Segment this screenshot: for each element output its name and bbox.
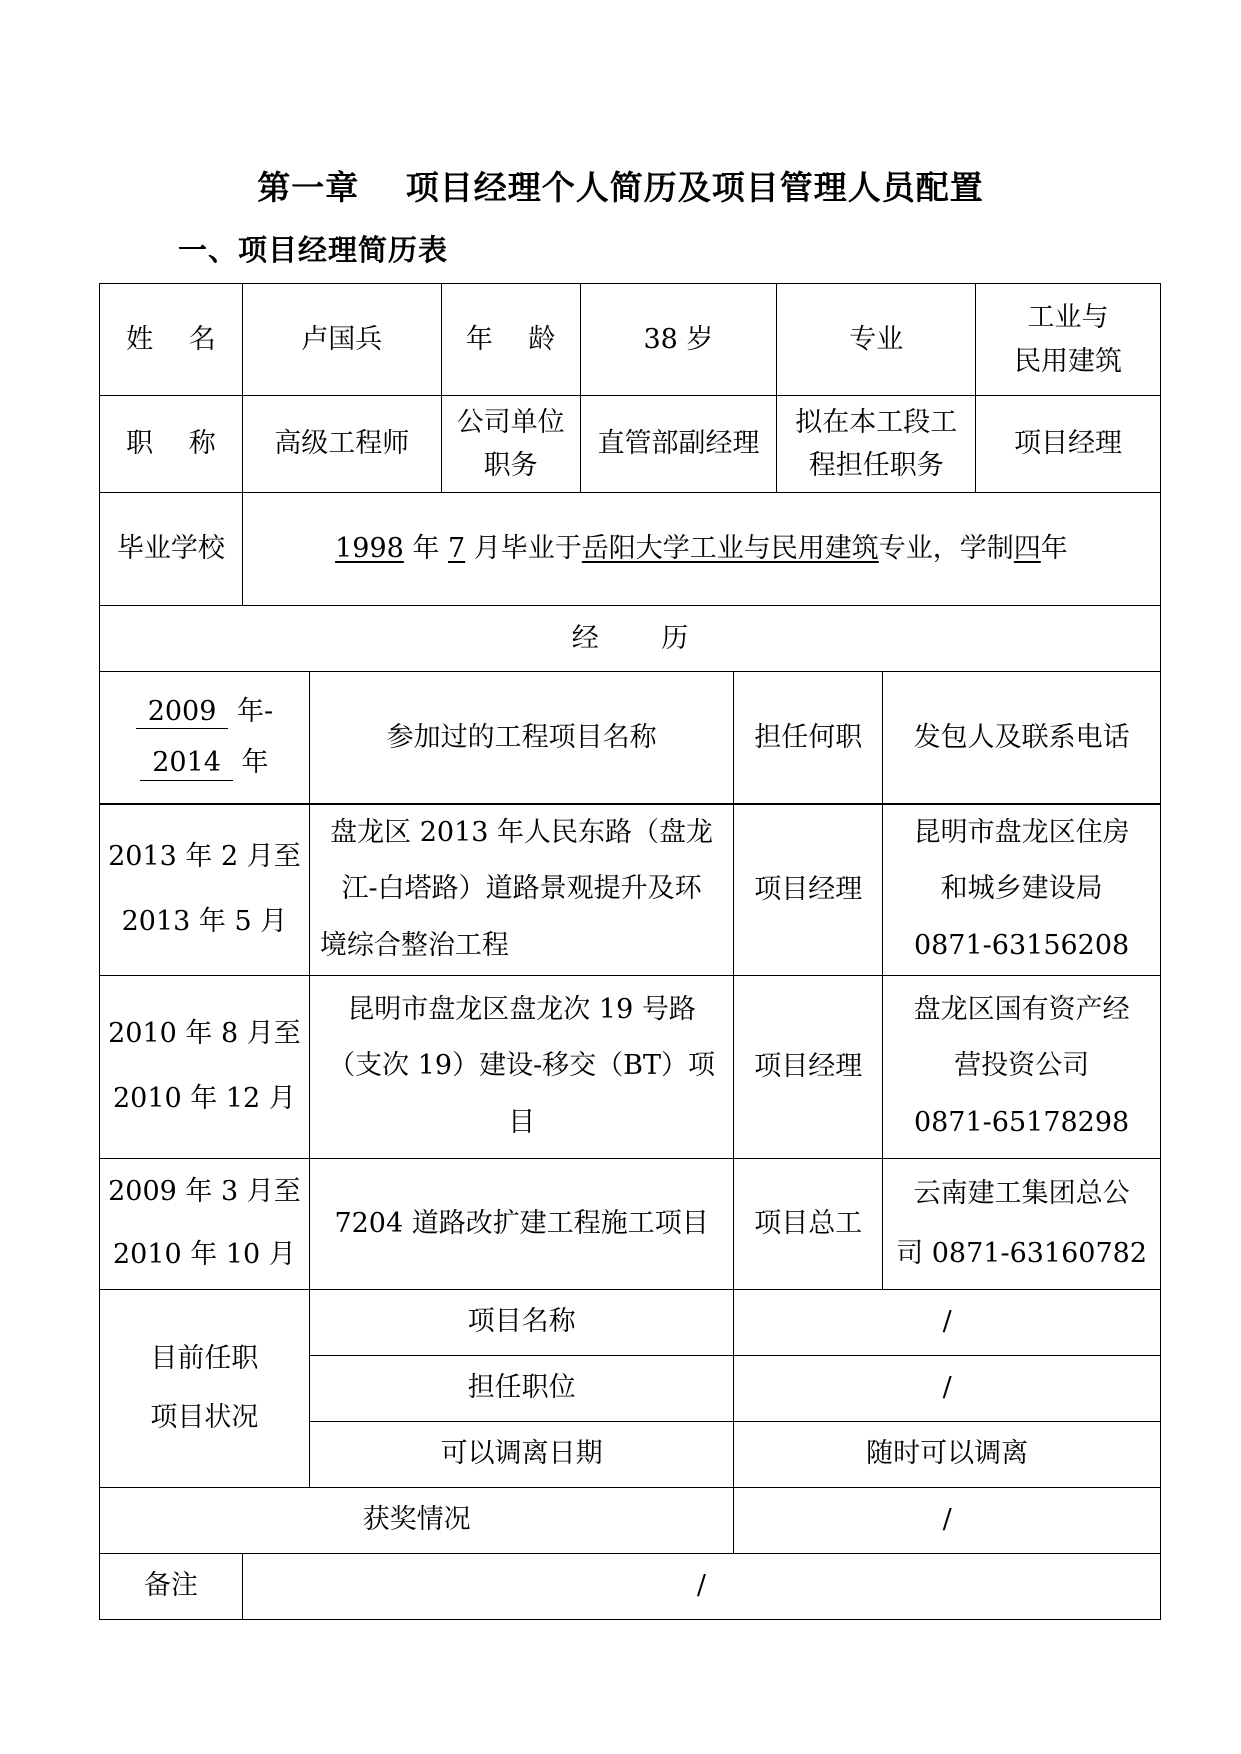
company-post-label [441, 396, 580, 493]
experience-date [100, 804, 310, 976]
current-status-label-line-2: 项目状况 [150, 1402, 259, 1434]
education-label: 毕业学校 [100, 493, 243, 606]
remarks-row [100, 1553, 1161, 1619]
experience-date [100, 975, 310, 1158]
period-from [104, 686, 305, 737]
month-suffix: 月毕业于 [465, 533, 582, 565]
education-value [242, 493, 1160, 606]
proposed-post-value: 项目经理 [976, 396, 1161, 493]
company-post-value: 直管部副经理 [580, 396, 777, 493]
age-value: 38 岁 [580, 284, 777, 396]
contact-line-3: 0871-63156208 [913, 929, 1130, 961]
project-line-3: 目 [508, 1106, 536, 1138]
project-line-3: 境综合整治工程 [319, 929, 509, 961]
basic-row-2 [100, 396, 1161, 493]
school-major: 岳阳大学工业与民用建筑 [581, 533, 879, 565]
experience-project [309, 975, 734, 1158]
major-label: 专业 [777, 284, 976, 396]
transfer-date-value: 随时可以调离 [734, 1421, 1161, 1487]
company-post-label-line-1: 公司单位 [456, 406, 565, 438]
current-project-name-row [100, 1289, 1161, 1355]
col-role-header: 担任何职 [734, 672, 883, 804]
experience-role: 项目总工 [734, 1158, 883, 1289]
experience-table [99, 671, 1161, 1620]
experience-heading: 经 历 [100, 606, 1161, 672]
experience-contact [883, 1158, 1161, 1289]
project-line-2: （支次 19）建设-移交（BT）项 [328, 1050, 716, 1082]
col-contact-header: 发包人及联系电话 [883, 672, 1161, 804]
major-suffix: 专业，学制 [878, 533, 1014, 565]
awards-label: 获奖情况 [100, 1487, 734, 1553]
name-label: 姓 名 [100, 284, 243, 396]
current-position-value: / [734, 1355, 1161, 1421]
awards-row [100, 1487, 1161, 1553]
period-from-suffix: 年- [228, 695, 274, 727]
contact-line-3: 0871-65178298 [913, 1106, 1130, 1138]
col-project-header: 参加过的工程项目名称 [309, 672, 734, 804]
proposed-post-label-line-2: 程担任职务 [808, 450, 944, 481]
experience-row [100, 804, 1161, 976]
graduation-month: 7 [448, 533, 466, 565]
experience-date [100, 1158, 310, 1289]
remarks-value: / [242, 1553, 1160, 1619]
basic-row-1 [100, 284, 1161, 396]
title-label: 职 称 [100, 396, 243, 493]
major-value-line-2: 民用建筑 [1014, 345, 1123, 377]
experience-contact [883, 804, 1161, 976]
current-project-name-label: 项目名称 [309, 1289, 734, 1355]
basic-info-table [99, 283, 1161, 672]
experience-period [100, 672, 310, 804]
date-end: 2010 年 12 月 [113, 1082, 296, 1114]
experience-row [100, 1158, 1161, 1289]
major-value [976, 284, 1161, 396]
company-post-label-line-2: 职务 [483, 450, 538, 481]
graduation-year: 1998 [335, 533, 404, 565]
year-suffix: 年 [403, 533, 448, 565]
current-status-label-line-1: 目前任职 [150, 1342, 259, 1374]
education-row [100, 493, 1161, 606]
date-end: 2013 年 5 月 [121, 905, 288, 937]
experience-role: 项目经理 [734, 975, 883, 1158]
contact-line-2: 司 0871-63160782 [896, 1237, 1148, 1269]
title-value: 高级工程师 [242, 396, 441, 493]
age-label: 年 龄 [441, 284, 580, 396]
major-value-line-1: 工业与 [1027, 302, 1109, 334]
section-title: 一、项目经理简历表 [178, 233, 449, 267]
contact-line-1: 云南建工集团总公 [913, 1178, 1130, 1210]
experience-project: 7204 道路改扩建工程施工项目 [309, 1158, 734, 1289]
transfer-date-label: 可以调离日期 [309, 1421, 734, 1487]
project-line-1: 昆明市盘龙区盘龙次 19 号路 [347, 993, 696, 1025]
awards-value: / [734, 1487, 1161, 1553]
project-line-2: 江-白塔路）道路景观提升及环 [341, 873, 702, 905]
contact-line-1: 盘龙区国有资产经 [913, 993, 1130, 1025]
remarks-label: 备注 [100, 1553, 243, 1619]
experience-role: 项目经理 [734, 804, 883, 976]
period-from-year: 2009 [136, 696, 229, 729]
contact-line-2: 和城乡建设局 [940, 873, 1103, 905]
date-start: 2013 年 2 月至 [108, 840, 301, 872]
contact-line-2: 营投资公司 [954, 1050, 1090, 1082]
name-value: 卢国兵 [242, 284, 441, 396]
date-start: 2009 年 3 月至 [108, 1176, 301, 1208]
experience-contact [883, 975, 1161, 1158]
date-start: 2010 年 8 月至 [108, 1017, 301, 1049]
date-end: 2010 年 10 月 [113, 1238, 296, 1270]
proposed-post-label [777, 396, 976, 493]
period-to-year: 2014 [140, 747, 233, 780]
experience-heading-row [100, 606, 1161, 672]
contact-line-1: 昆明市盘龙区住房 [913, 816, 1130, 848]
period-to [104, 737, 305, 788]
period-to-suffix: 年 [232, 747, 269, 779]
current-status-label [100, 1289, 310, 1487]
experience-project [309, 804, 734, 976]
current-project-name-value: / [734, 1289, 1161, 1355]
chapter-title: 第一章 项目经理个人简历及项目管理人员配置 [257, 168, 984, 207]
study-duration: 四 [1013, 533, 1041, 565]
experience-header-row [100, 672, 1161, 804]
project-line-1: 盘龙区 2013 年人民东路（盘龙 [330, 816, 714, 848]
experience-row [100, 975, 1161, 1158]
proposed-post-label-line-1: 拟在本工段工 [795, 406, 958, 438]
duration-suffix: 年 [1040, 533, 1068, 565]
current-position-label: 担任职位 [309, 1355, 734, 1421]
